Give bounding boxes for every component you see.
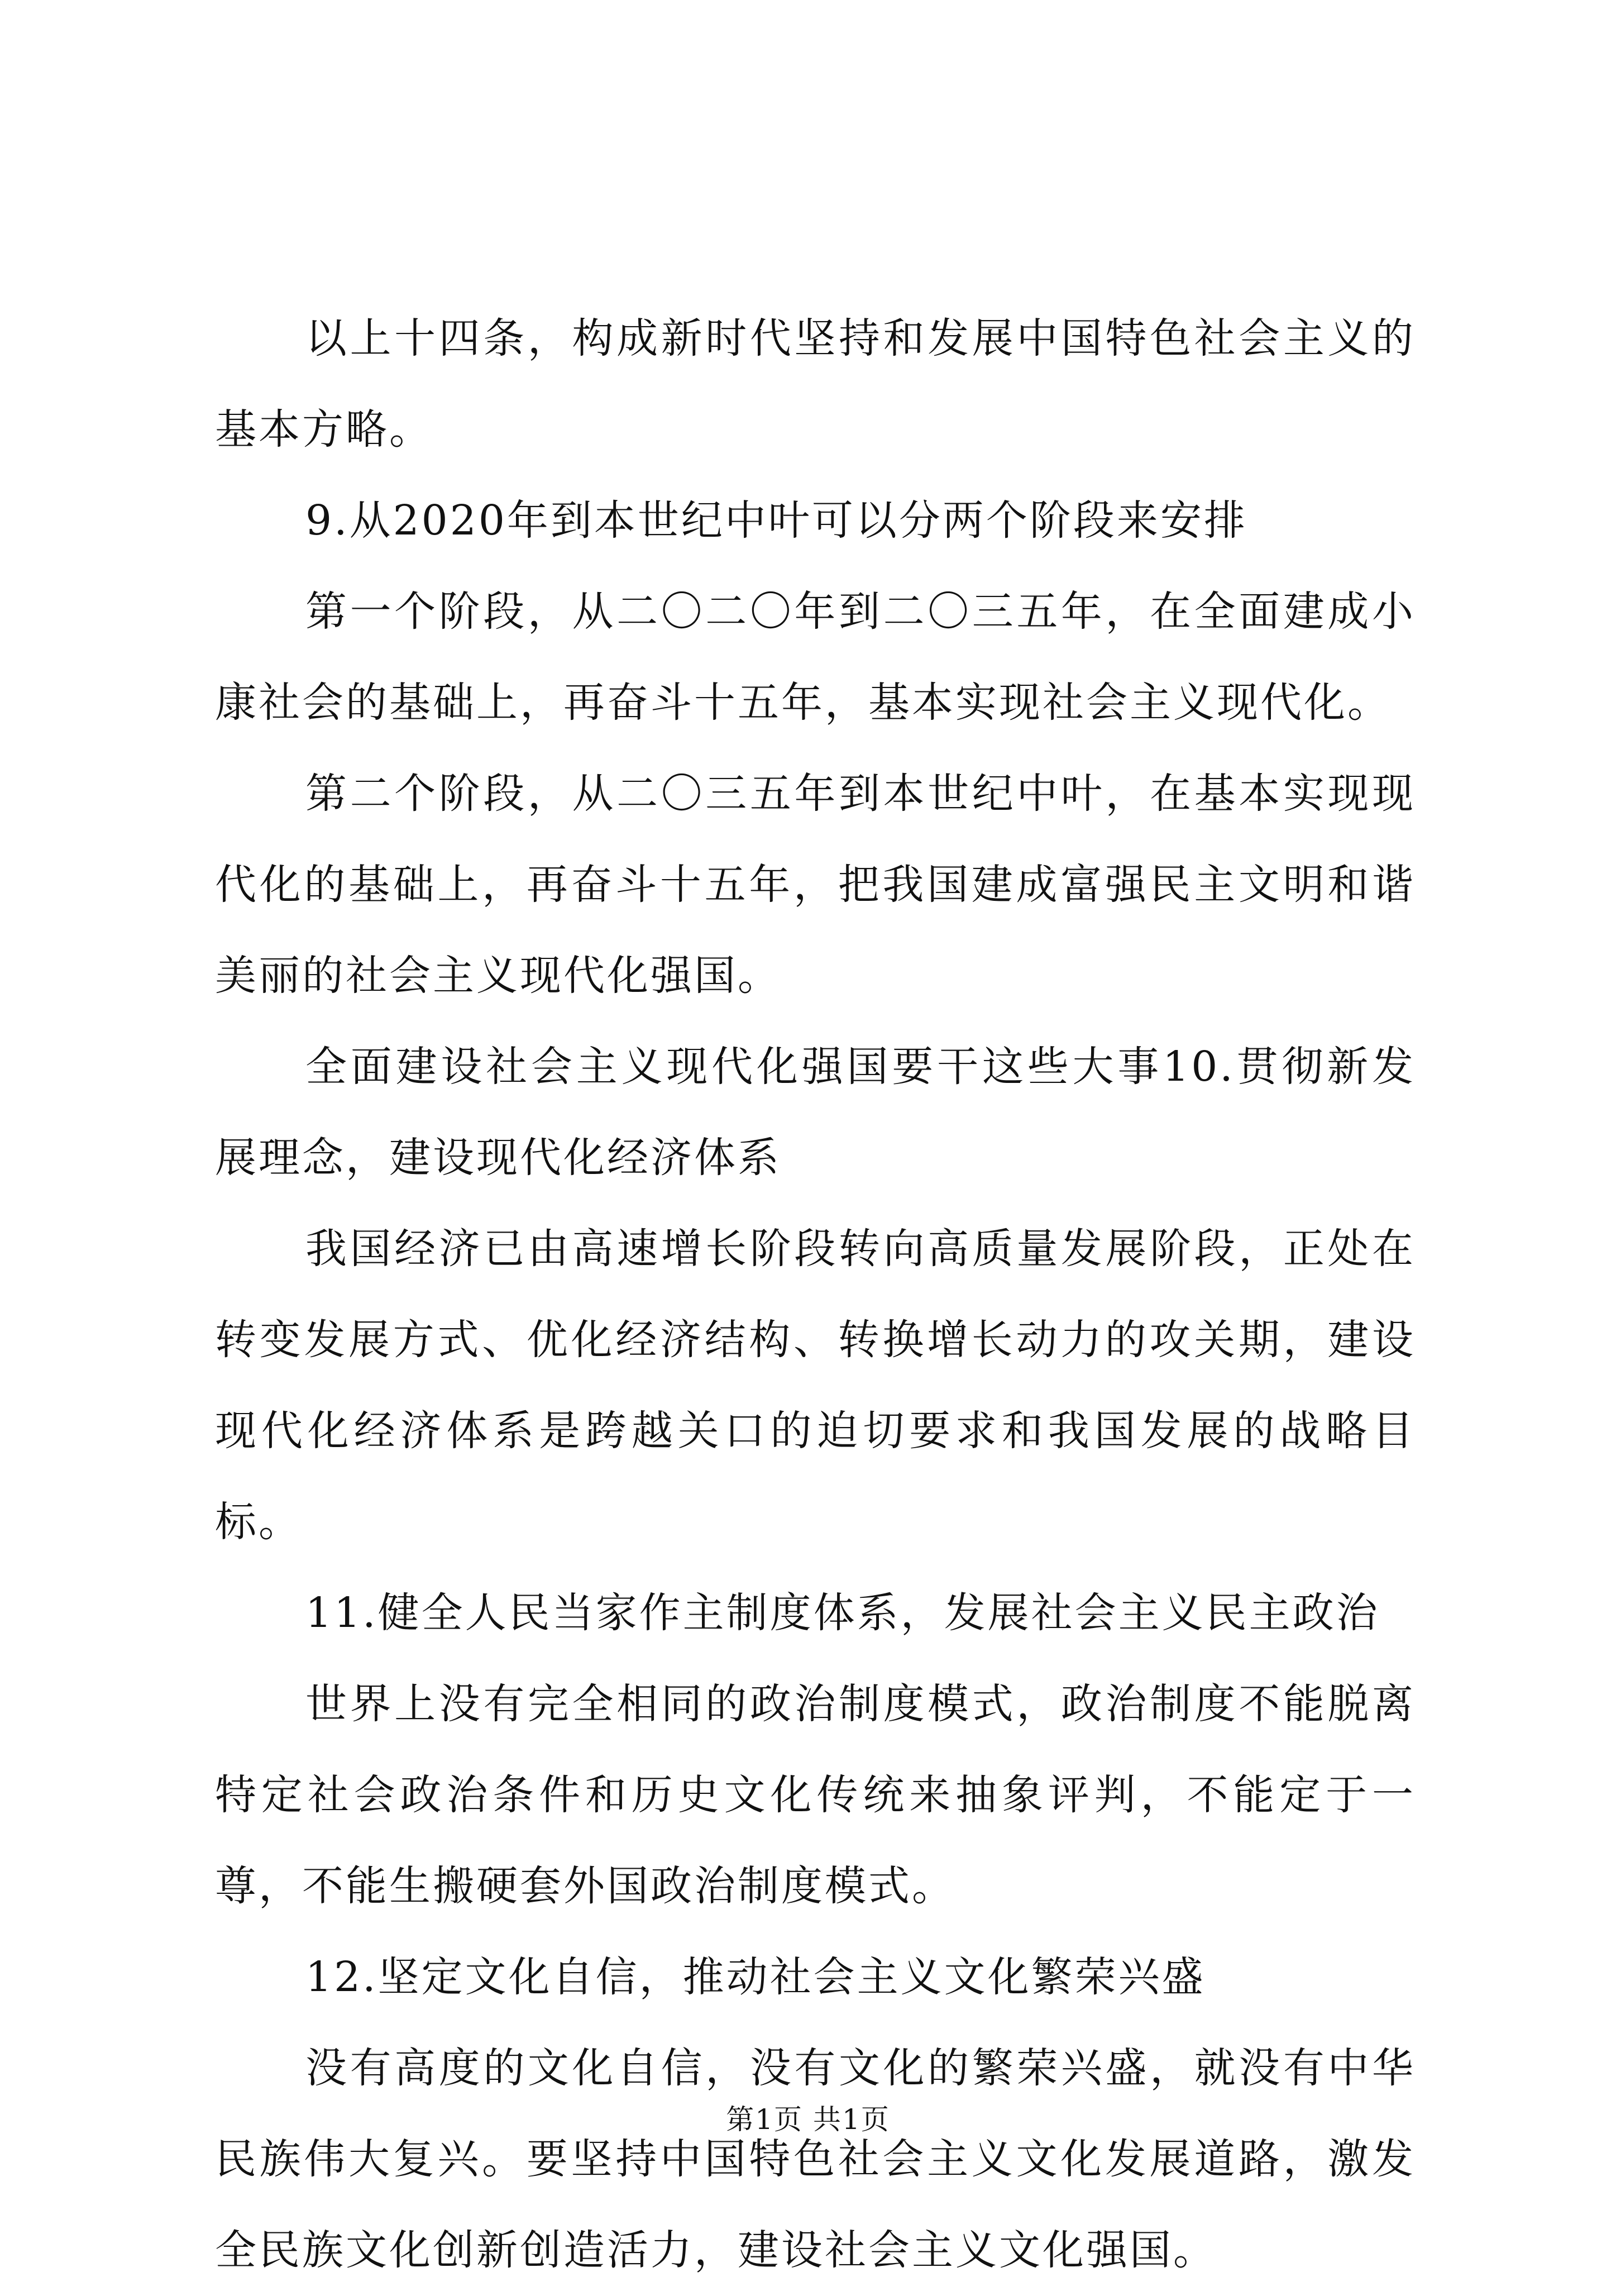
paragraph-summary: 以上十四条，构成新时代坚持和发展中国特色社会主义的基本方略。 bbox=[215, 314, 1416, 454]
page-footer: 第1页 共1页 bbox=[726, 2103, 890, 2136]
paragraph-political-system: 世界上没有完全相同的政治制度模式，政治制度不能脱离特定社会政治条件和历史文化传统来抽象评判，不能定于一尊，不能生搬硬套外国政治制度模式。 bbox=[215, 1680, 1416, 1910]
paragraph-culture: 没有高度的文化自信，没有文化的繁荣兴盛，就没有中华民族伟大复兴。要坚持中国特色社会主义文化发展道路，激发全民族文化创新创造活力，建设社会主义文化强国。 bbox=[215, 2044, 1416, 2274]
paragraph-economy: 我国经济已由高速增长阶段转向高质量发展阶段，正处在转变发展方式、优化经济结构、转换增长动力的攻关期，建设现代化经济体系是跨越关口的迫切要求和我国发展的战略目标。 bbox=[215, 1225, 1416, 1546]
heading-section-10: 全面建设社会主义现代化强国要干这些大事10.贯彻新发展理念，建设现代化经济体系 bbox=[215, 1043, 1416, 1182]
heading-section-9: 9.从2020年到本世纪中叶可以分两个阶段来安排 bbox=[305, 497, 1247, 545]
heading-section-12: 12.坚定文化自信，推动社会主义文化繁荣兴盛 bbox=[305, 1953, 1206, 2001]
paragraph-stage-one: 第一个阶段，从二〇二〇年到二〇三五年，在全面建成小康社会的基础上，再奋斗十五年，基本实现社会主义现代化。 bbox=[215, 588, 1416, 727]
paragraph-stage-two: 第二个阶段，从二〇三五年到本世纪中叶，在基本实现现代化的基础上，再奋斗十五年，把我国建成富强民主文明和谐美丽的社会主义现代化强国。 bbox=[215, 770, 1416, 1000]
document-body bbox=[215, 293, 1416, 2296]
heading-section-11: 11.健全人民当家作主制度体系，发展社会主义民主政治 bbox=[305, 1589, 1380, 1637]
